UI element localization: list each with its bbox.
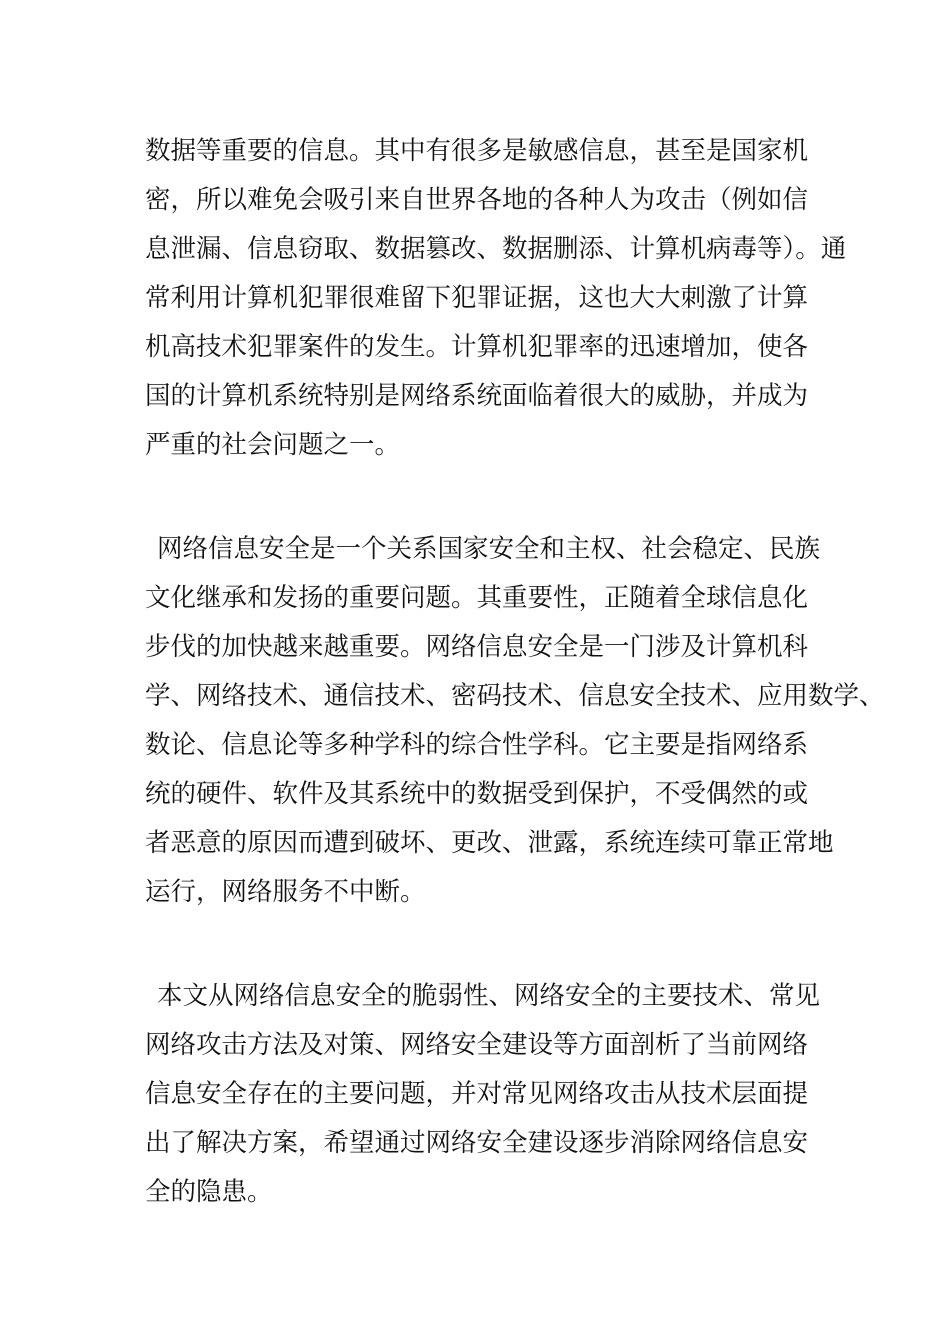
paragraph-line: 数据等重要的信息。其中有很多是敏感信息，甚至是国家机 (145, 136, 809, 166)
paragraph-line: 数论、信息论等多种学科的综合性学科。它主要是指网络系 (145, 730, 809, 760)
paragraph-line: 运行，网络服务不中断。 (145, 877, 426, 907)
paragraph-line: 学、网络技术、通信技术、密码技术、信息安全技术、应用数学、 (145, 681, 885, 711)
paragraph-line: 密，所以难免会吸引来自世界各地的各种人为攻击（例如信 (145, 185, 809, 215)
paragraph-line: 机高技术犯罪案件的发生。计算机犯罪率的迅速增加，使各 (145, 332, 809, 362)
paragraph-line: 国的计算机系统特别是网络系统面临着很大的威胁，并成为 (145, 381, 809, 411)
paragraph-line: 信息安全存在的主要问题，并对常见网络攻击从技术层面提 (145, 1079, 809, 1109)
paragraph-line: 常利用计算机犯罪很难留下犯罪证据，这也大大刺激了计算 (145, 283, 809, 313)
paragraph-line: 息泄漏、信息窃取、数据篡改、数据删添、计算机病毒等）。通 (145, 234, 847, 264)
paragraph-line: 网络信息安全是一个关系国家安全和主权、社会稳定、民族 (157, 534, 821, 564)
paragraph-line: 全的隐患。 (145, 1177, 273, 1207)
paragraph-line: 统的硬件、软件及其系统中的数据受到保护，不受偶然的或 (145, 779, 809, 809)
paragraph-line: 文化继承和发扬的重要问题。其重要性，正随着全球信息化 (145, 583, 809, 613)
paragraph-line: 出了解决方案，希望通过网络安全建设逐步消除网络信息安 (145, 1128, 809, 1158)
paragraph-line: 步伐的加快越来越重要。网络信息安全是一门涉及计算机科 (145, 632, 809, 662)
paragraph-line: 者恶意的原因而遭到破坏、更改、泄露，系统连续可靠正常地 (145, 828, 834, 858)
paragraph-line: 网络攻击方法及对策、网络安全建设等方面剖析了当前网络 (145, 1030, 809, 1060)
paragraph-line: 严重的社会问题之一。 (145, 430, 401, 460)
paragraph-line: 本文从网络信息安全的脆弱性、网络安全的主要技术、常见 (157, 981, 821, 1011)
